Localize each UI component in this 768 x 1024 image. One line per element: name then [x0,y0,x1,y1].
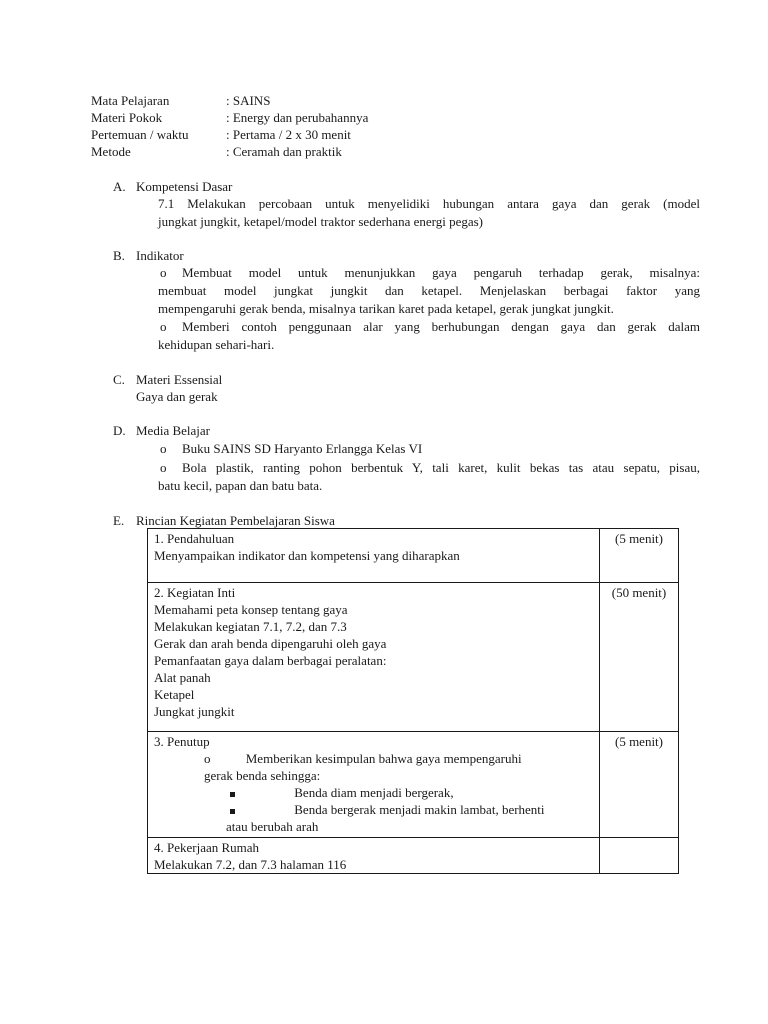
indicator-item-2 [158,318,700,354]
duration-cell: (50 menit) [600,583,679,732]
bullet-o-icon: o [160,319,167,334]
header-label-subject: Mata Pelajaran [91,93,170,108]
section-d-title: Media Belajar [136,423,210,438]
header-value-method: : Ceramah dan praktik [226,144,342,159]
activity-line: Menyampaikan indikator dan kompetensi yang diharapkan [154,548,460,563]
square-bullet-icon [230,809,235,814]
media-item-1: Buku SAINS SD Haryanto Erlangga Kelas VI [182,441,423,456]
activity-cell [148,838,600,874]
activity-heading: 4. Pekerjaan Rumah [154,840,260,855]
section-a-letter: A. [113,179,126,194]
section-a-line: 7.1 Melakukan percobaan untuk menyelidiki hubungan antara gaya dan gerak (model [158,196,700,211]
activity-cell [148,732,600,838]
section-a-line: jungkat jungkit, ketapel/model traktor sederhana energi pegas) [158,214,484,229]
bullet-o-icon: o [160,460,167,475]
activity-heading: 3. Penutup [154,734,210,749]
activity-line: Memahami peta konsep tentang gaya [154,602,348,617]
section-e-title: Rincian Kegiatan Pembelajaran Siswa [136,513,335,528]
header-value-meeting: : Pertama / 2 x 30 menit [226,127,351,142]
section-c-title: Materi Essensial [136,372,223,387]
indicator-line: Membuat model untuk menunjukkan gaya pengaruh terhadap gerak, misalnya: [182,265,700,280]
activity-cell [148,583,600,732]
activity-line: gerak benda sehingga: [204,768,321,783]
bullet-o-icon: o [160,441,167,456]
table-row [148,838,679,874]
indicator-line: membuat model jungkat jungkit dan ketapel. Menjelaskan berbagai faktor yang [158,283,700,298]
duration-cell: (5 menit) [600,529,679,583]
activity-line: Melakukan kegiatan 7.1, 7.2, dan 7.3 [154,619,347,634]
activity-line: Pemanfaatan gaya dalam berbagai peralatan: [154,653,387,668]
section-c-letter: C. [113,372,125,387]
header-label-meeting: Pertemuan / waktu [91,127,189,142]
activity-heading: 2. Kegiatan Inti [154,585,236,600]
bullet-o-icon: o [160,265,167,280]
header-label-method: Metode [91,144,131,159]
media-line: batu kecil, papan dan batu bata. [158,478,323,493]
activity-line: Alat panah [154,670,211,685]
header-label-topic: Materi Pokok [91,110,163,125]
indicator-item-1 [158,264,700,318]
duration-cell [600,838,679,874]
activity-line: Ketapel [154,687,195,702]
section-e-letter: E. [113,513,125,528]
bullet-o-icon: o [204,751,211,766]
activity-line: Memberikan kesimpulan bahwa gaya mempengaruhi [245,751,522,766]
header-value-subject: : SAINS [226,93,271,108]
square-bullet-icon [230,792,235,797]
table-row [148,529,679,583]
activity-line: Benda bergerak menjadi makin lambat, berhenti [294,802,545,817]
activity-line: Melakukan 7.2, dan 7.3 halaman 116 [154,857,347,872]
table-row [148,583,679,732]
indicator-line: mempengaruhi gerak benda, misalnya tarikan karet pada ketapel, gerak jungkat jungkit. [158,301,614,316]
activity-table [147,528,679,874]
header-value-topic: : Energy dan perubahannya [226,110,369,125]
section-c-content: Gaya dan gerak [136,389,218,404]
indicator-line: Memberi contoh penggunaan alar yang berhubungan dengan gaya dan gerak dalam [182,319,700,334]
table-row [148,732,679,838]
indicator-line: kehidupan sehari-hari. [158,337,275,352]
section-b-letter: B. [113,248,125,263]
activity-heading: 1. Pendahuluan [154,531,235,546]
media-item-2 [158,459,700,495]
section-a-content [158,195,700,231]
activity-cell [148,529,600,583]
activity-line: Gerak dan arah benda dipengaruhi oleh gaya [154,636,387,651]
media-line: Bola plastik, ranting pohon berbentuk Y, tali karet, kulit bekas tas atau sepatu, pisau, [182,460,700,475]
section-b-title: Indikator [136,248,184,263]
section-d-letter: D. [113,423,126,438]
activity-line: Jungkat jungkit [154,704,235,719]
activity-line: Benda diam menjadi bergerak, [294,785,454,800]
activity-line: atau berubah arah [226,819,319,834]
section-a-title: Kompetensi Dasar [136,179,233,194]
duration-cell: (5 menit) [600,732,679,838]
